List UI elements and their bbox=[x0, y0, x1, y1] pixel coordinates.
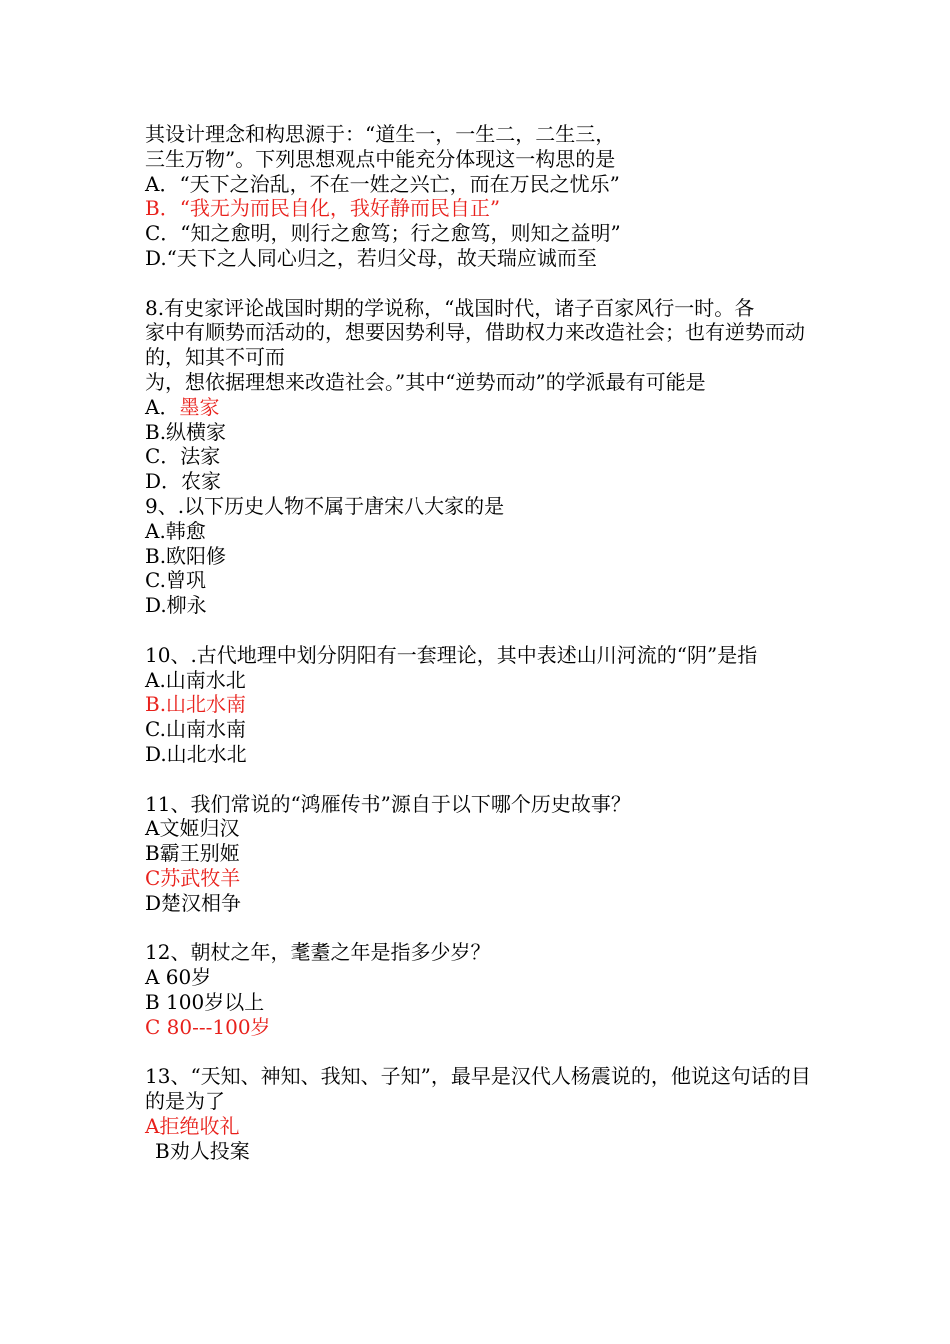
q8-option-a bbox=[145, 395, 825, 420]
q12-option-c-answer: C 80---100岁 bbox=[145, 1014, 271, 1039]
q12-stem: 12、朝杖之年，耄耋之年是指多少岁？ bbox=[145, 940, 491, 965]
q9-option-d: D.柳永 bbox=[145, 593, 207, 618]
q9-option-b: B.欧阳修 bbox=[145, 543, 227, 568]
spacer bbox=[145, 618, 825, 643]
q11-stem: 11、我们常说的“鸿雁传书”源自于以下哪个历史故事？ bbox=[145, 791, 631, 816]
q7-option-a: A．“天下之治乱，不在一姓之兴亡，而在万民之忧乐” bbox=[145, 171, 620, 196]
q13-stem: 13、“天知、神知、我知、子知”，最早是汉代人杨震说的，他说这句话的目的是为了 bbox=[145, 1064, 811, 1114]
q12-option-b: B 100岁以上 bbox=[145, 989, 265, 1014]
q11-option-c-answer: C苏武牧羊 bbox=[145, 865, 241, 890]
q8-option-a-answer: 墨家 bbox=[179, 394, 220, 419]
spacer bbox=[145, 1039, 825, 1064]
q8-stem-line2: 家中有顺势而活动的，想要因势利导，借助权力来改造社会；也有逆势而动的，知其不可而 bbox=[145, 320, 805, 370]
q10-option-b-answer: B.山北水南 bbox=[145, 692, 247, 717]
q7-stem-line2: 三生万物”。下列思想观点中能充分体现这一构思的是 bbox=[145, 146, 616, 171]
q9-option-a: A.韩愈 bbox=[145, 518, 206, 543]
q7-option-b-answer: B．“我无为而民自化，我好静而民自正” bbox=[145, 196, 501, 221]
q10-stem: 10、.古代地理中划分阴阳有一套理论，其中表述山川河流的“阴”是指 bbox=[145, 642, 758, 667]
q8-option-a-prefix: A． bbox=[145, 394, 180, 419]
q10-option-c: C.山南水南 bbox=[145, 717, 246, 742]
q7-option-c: C．“知之愈明，则行之愈笃；行之愈笃，则知之益明” bbox=[145, 221, 621, 246]
q13-option-b: B劝人投案 bbox=[155, 1138, 250, 1163]
q8-option-c: C．法家 bbox=[145, 444, 221, 469]
q10-option-a: A.山南水北 bbox=[145, 667, 246, 692]
q12-option-a: A 60岁 bbox=[145, 965, 212, 990]
q9-option-c: C.曾巩 bbox=[145, 568, 206, 593]
q8-stem-line3: 为，想依据理想来改造社会。”其中“逆势而动”的学派最有可能是 bbox=[145, 369, 706, 394]
document-page bbox=[145, 122, 825, 1163]
spacer bbox=[145, 916, 825, 941]
spacer bbox=[145, 767, 825, 792]
q8-stem-line1: 8.有史家评论战国时期的学说称，“战国时代，诸子百家风行一时。各 bbox=[145, 295, 755, 320]
q11-option-b: B霸王别姬 bbox=[145, 841, 240, 866]
q8-option-b: B.纵横家 bbox=[145, 419, 227, 444]
q7-stem-line1: 其设计理念和构思源于：“道生一，一生二，二生三， bbox=[145, 122, 616, 146]
q11-option-d: D楚汉相争 bbox=[145, 890, 242, 915]
q9-stem: 9、.以下历史人物不属于唐宋八大家的是 bbox=[145, 493, 505, 518]
q10-option-d: D.山北水北 bbox=[145, 741, 247, 766]
q8-option-d: D．农家 bbox=[145, 469, 222, 494]
q13-option-a-answer: A拒绝收礼 bbox=[145, 1113, 240, 1138]
q7-option-d: D.“天下之人同心归之，若归父母，故天瑞应诚而至 bbox=[145, 245, 597, 270]
spacer bbox=[145, 271, 825, 296]
q11-option-a: A文姬归汉 bbox=[145, 816, 240, 841]
